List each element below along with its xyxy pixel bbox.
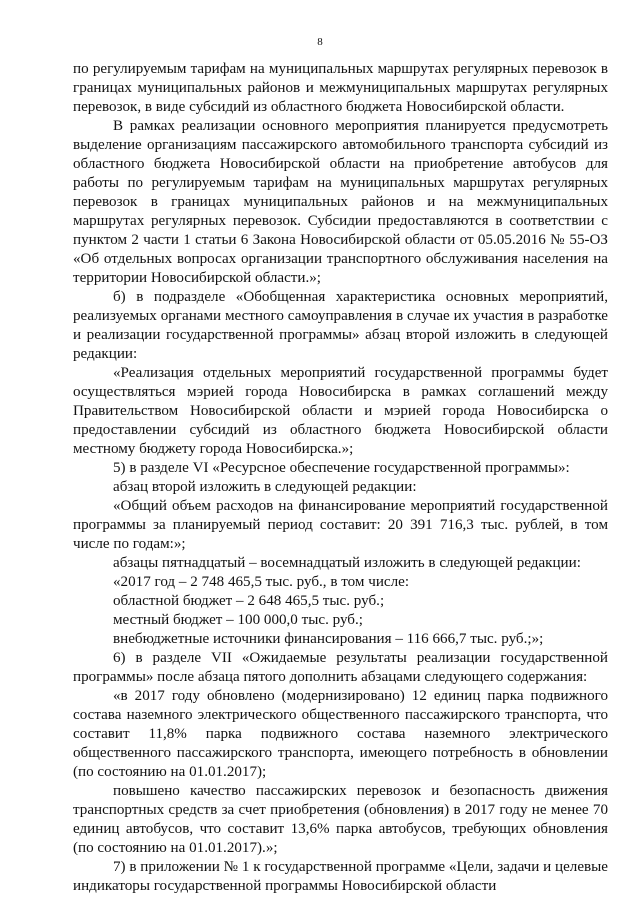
paragraph-8: абзацы пятнадцатый – восемнадцатый изложить в следующей редакции: [113, 555, 581, 571]
paragraph-10: областной бюджет – 2 648 465,5 тыс. руб.; [113, 593, 385, 609]
paragraph-13: 6) в разделе VII «Ожидаемые результаты реализации государственной программы» после абзаца пятого дополнить абзацами следующего содержания: [73, 650, 608, 685]
paragraph-4: «Реализация отдельных мероприятий государственной программы будет осуществляться мэрией города Новосибирска в рамках соглашений между Правительством Новосибирской области и мэрией города Новосибирска о предоставлении субсидий из областного бюджета Новосибирской области местному бюджету города Новосибирска.»; [73, 365, 608, 457]
paragraph-11: местный бюджет – 100 000,0 тыс. руб.; [113, 612, 363, 628]
paragraph-7: «Общий объем расходов на финансирование мероприятий государственной программы за планируемый период составит: 20 391 716,3 тыс. рублей, в том числе по годам:»; [73, 498, 608, 552]
paragraph-1: по регулируемым тарифам на муниципальных маршрутах регулярных перевозок в границах муниципальных районов и межмуниципальных маршрутах регулярных перевозок, в виде субсидий из областного бюджета Новосибирской области. [73, 61, 608, 115]
paragraph-15: повышено качество пассажирских перевозок и безопасность движения транспортных средств за счет приобретения (обновления) в 2017 году не менее 70 единиц автобусов, что составит 13,6% парка автобусов, требующих обновления (по состоянию на 01.01.2017).»; [73, 783, 608, 856]
document-body [73, 60, 608, 896]
page-number: 8 [317, 36, 323, 48]
paragraph-12: внебюджетные источники финансирования – 116 666,7 тыс. руб.;»; [113, 631, 544, 647]
paragraph-16: 7) в приложении № 1 к государственной программе «Цели, задачи и целевые индикаторы государственной программы Новосибирской области [73, 859, 608, 894]
paragraph-3: б) в подразделе «Обобщенная характеристика основных мероприятий, реализуемых органами местного самоуправления в случае их участия в разработке и реализации государственной программы» абзац второй изложить в следующей редакции: [73, 289, 608, 362]
paragraph-6: абзац второй изложить в следующей редакции: [113, 479, 417, 495]
paragraph-9: «2017 год – 2 748 465,5 тыс. руб., в том числе: [113, 574, 410, 590]
paragraph-2: В рамках реализации основного мероприятия планируется предусмотреть выделение организациям пассажирского автомобильного транспорта субсидий из областного бюджета Новосибирской области на приобретение автобусов для работы по регулируемым тарифам на муниципальных маршрутах регулярных перевозок в границах муниципальных районов и на межмуниципальных маршрутах регулярных перевозок. Субсидии предоставляются в соответствии с пунктом 2 части 1 статьи 6 Закона Новосибирской области от 05.05.2016 № 55-ОЗ «Об отдельных вопросах организации транспортного обслуживания населения на территории Новосибирской области.»; [73, 118, 608, 286]
paragraph-5: 5) в разделе VI «Ресурсное обеспечение государственной программы»: [113, 460, 570, 476]
paragraph-14: «в 2017 году обновлено (модернизировано) 12 единиц парка подвижного состава наземного электрического общественного пассажирского транспорта, что составит 11,8% парка подвижного состава наземного электрического общественного пассажирского транспорта, имеющего потребность в обновлении (по состоянию на 01.01.2017); [73, 688, 608, 780]
